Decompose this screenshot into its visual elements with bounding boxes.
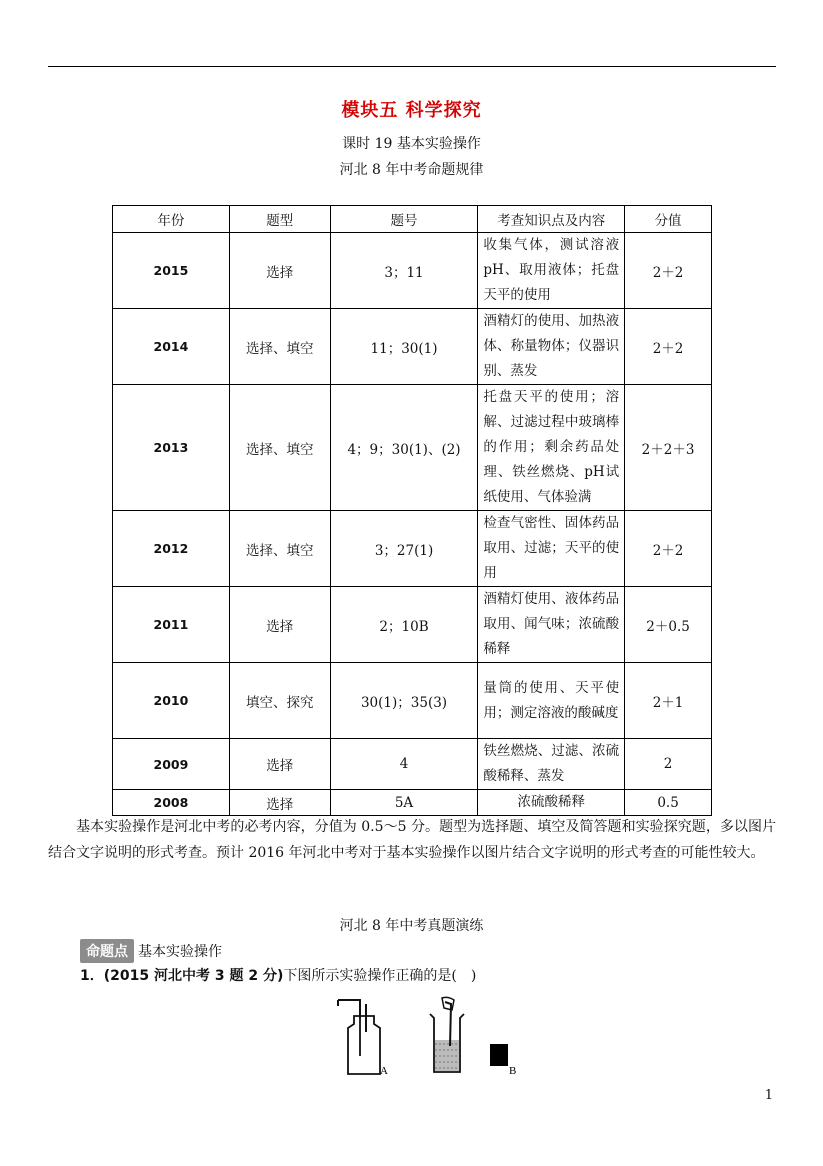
cell-number: 4；9；30(1)、(2) <box>330 385 478 511</box>
cell-score: 2＋2 <box>625 511 712 587</box>
cell-type: 选择 <box>229 233 330 309</box>
lesson-title: 课时 19 基本实验操作 <box>342 136 481 152</box>
topic-row <box>80 939 222 963</box>
cell-number: 2；10B <box>330 587 478 663</box>
cell-type: 选择、填空 <box>229 385 330 511</box>
cell-type: 选择、填空 <box>229 511 330 587</box>
cell-score: 2＋2 <box>625 233 712 309</box>
cell-content: 铁丝燃烧、过滤、浓硫酸稀释、蒸发 <box>478 739 625 790</box>
topic-label: 基本实验操作 <box>138 944 222 960</box>
cell-score: 2＋1 <box>625 663 712 739</box>
cell-score: 2 <box>625 739 712 790</box>
cell-content: 酒精灯使用、液体药品取用、闻气味；浓硫酸稀释 <box>478 587 625 663</box>
table-row <box>113 790 712 816</box>
question-number: 1． <box>80 968 104 984</box>
header-year: 年份 <box>113 206 230 233</box>
table-caption: 河北 8 年中考命题规律 <box>339 162 484 178</box>
cell-content: 酒精灯的使用、加热液体、称量物体；仪器识别、蒸发 <box>478 309 625 385</box>
topic-badge: 命题点 <box>80 939 134 963</box>
module-title: 模块五 科学探究 <box>341 100 482 121</box>
label-b: B <box>509 1065 517 1077</box>
cell-type: 选择 <box>229 790 330 816</box>
question-text: 下图所示实验操作正确的是( ) <box>283 968 477 984</box>
cell-content: 量筒的使用、天平使用；测定溶液的酸碱度 <box>478 663 625 739</box>
cell-type: 选择 <box>229 587 330 663</box>
table-row <box>113 663 712 739</box>
cell-content: 检查气密性、固体药品取用、过滤；天平的使用 <box>478 511 625 587</box>
table-row <box>113 309 712 385</box>
cell-score: 2＋0.5 <box>625 587 712 663</box>
table-row <box>113 587 712 663</box>
header-type: 题型 <box>229 206 330 233</box>
cell-score: 0.5 <box>625 790 712 816</box>
cell-content: 收集气体，测试溶液pH、取用液体；托盘天平的使用 <box>478 233 625 309</box>
question-figure <box>330 996 530 1080</box>
cell-number: 11；30(1) <box>330 309 478 385</box>
cell-year: 2009 <box>113 739 230 790</box>
weight-block-icon <box>490 1044 508 1066</box>
cell-type: 填空、探究 <box>229 663 330 739</box>
lab-apparatus-figure <box>330 996 530 1080</box>
exam-rules-table <box>112 205 712 816</box>
cell-number: 3；11 <box>330 233 478 309</box>
summary-paragraph: 基本实验操作是河北中考的必考内容，分值为 0.5～5 分。题型为选择题、填空及简答题和实验探究题，多以图片结合文字说明的形式考查。预计 2016 年河北中考对于基本实验操作以图片结合文字说明的形式考查的可能性较大。 <box>48 819 776 861</box>
cell-year: 2010 <box>113 663 230 739</box>
header-number: 题号 <box>330 206 478 233</box>
table-row <box>113 385 712 511</box>
table-header-row <box>113 206 712 233</box>
cell-score: 2＋2＋3 <box>625 385 712 511</box>
cell-number: 3；27(1) <box>330 511 478 587</box>
cell-year: 2014 <box>113 309 230 385</box>
cell-number: 30(1)；35(3) <box>330 663 478 739</box>
cell-score: 2＋2 <box>625 309 712 385</box>
table-row <box>113 511 712 587</box>
beaker-icon <box>430 997 464 1072</box>
cell-content: 浓硫酸稀释 <box>478 790 625 816</box>
table-row <box>113 233 712 309</box>
cell-year: 2012 <box>113 511 230 587</box>
question-source: (2015 河北中考 3 题 2 分) <box>103 968 284 984</box>
cell-year: 2013 <box>113 385 230 511</box>
practice-heading: 河北 8 年中考真题演练 <box>339 918 484 934</box>
header-rule <box>48 66 776 67</box>
gas-bottle-icon <box>338 1000 380 1074</box>
cell-type: 选择 <box>229 739 330 790</box>
cell-year: 2015 <box>113 233 230 309</box>
question-1 <box>80 965 476 985</box>
cell-number: 4 <box>330 739 478 790</box>
cell-year: 2011 <box>113 587 230 663</box>
label-a: A <box>380 1065 388 1077</box>
header-score: 分值 <box>625 206 712 233</box>
header-content: 考查知识点及内容 <box>478 206 625 233</box>
cell-number: 5A <box>330 790 478 816</box>
cell-content: 托盘天平的使用；溶解、过滤过程中玻璃棒的作用；剩余药品处理、铁丝燃烧、pH试纸使用、气体验满 <box>478 385 625 511</box>
cell-year: 2008 <box>113 790 230 816</box>
table-row <box>113 739 712 790</box>
cell-type: 选择、填空 <box>229 309 330 385</box>
page-number: 1 <box>764 1088 773 1103</box>
